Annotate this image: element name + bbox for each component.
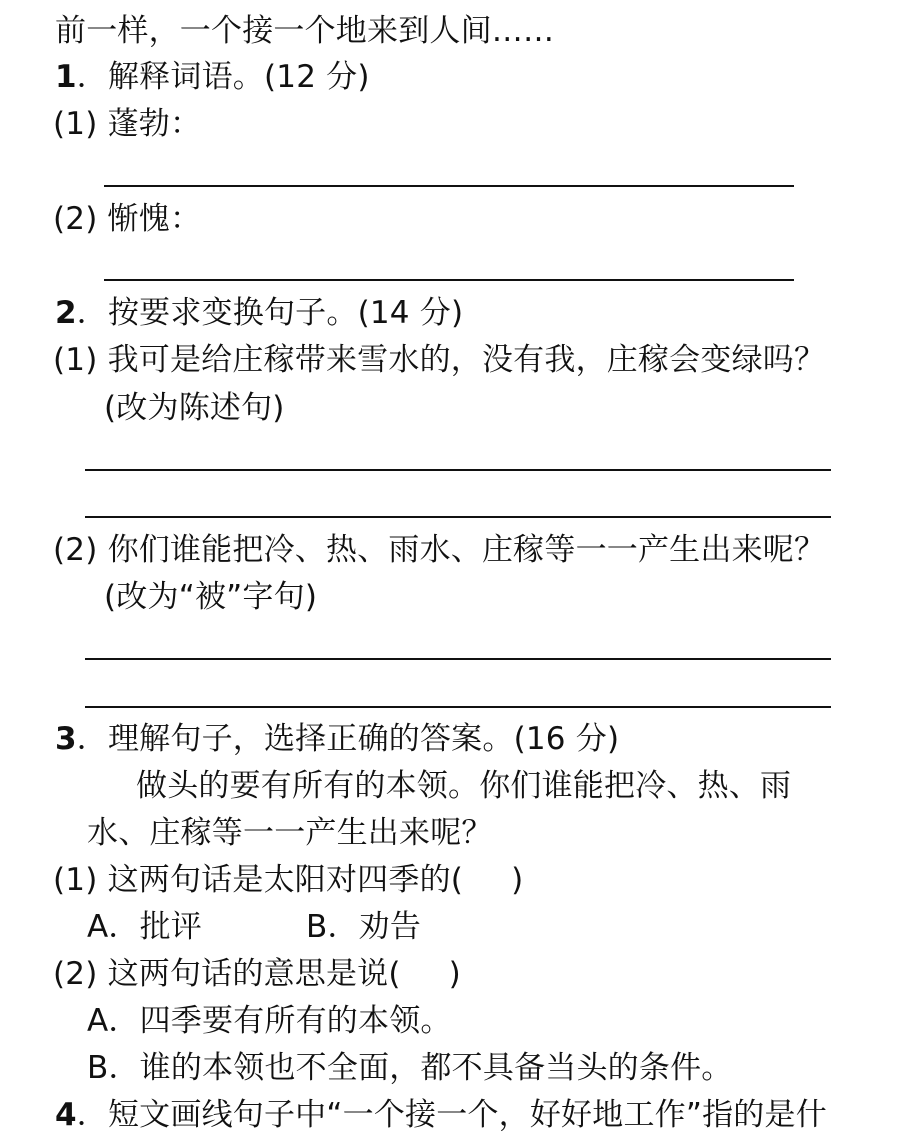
q1-item-2-answer-line[interactable] <box>104 279 794 281</box>
q3-item-2-option-b[interactable]: B．谁的本领也不全面，都不具备当头的条件。 <box>87 1050 733 1086</box>
q1-item-1 <box>53 104 201 144</box>
q2-item-2-answer-line-1[interactable] <box>85 658 831 660</box>
q4-heading <box>55 1095 827 1135</box>
q1-item-2-label: (2) <box>53 201 98 237</box>
q2-item-2-text: 你们谁能把冷、热、雨水、庄稼等一一产生出来呢？ <box>107 532 826 568</box>
q2-item-2-answer-line-2[interactable] <box>85 706 831 708</box>
q1-title: ．解释词语。(12 分) <box>76 59 370 95</box>
q3-item-1-options <box>87 907 421 947</box>
q3-item-1-label: (1) <box>53 862 98 898</box>
q3-passage-line-1: 做头的要有所有的本领。你们谁能把冷、热、雨 <box>136 768 792 804</box>
q3-item-1-option-a[interactable]: A．批评 <box>87 909 203 945</box>
q1-item-1-answer-line[interactable] <box>104 185 794 187</box>
q2-item-1-text: 我可是给庄稼带来雪水的，没有我，庄稼会变绿吗？ <box>107 342 826 378</box>
q1-number: 1 <box>55 59 77 95</box>
q3-item-1 <box>53 860 523 900</box>
q4-title: ．短文画线句子中“一个接一个，好好地工作”指的是什 <box>76 1097 827 1133</box>
q3-item-2 <box>53 954 461 994</box>
q2-item-1-instruction: (改为陈述句) <box>104 390 285 426</box>
q2-item-2-label: (2) <box>53 532 98 568</box>
q3-title: ．理解句子，选择正确的答案。(16 分) <box>76 721 620 757</box>
q2-number: 2 <box>55 295 77 331</box>
q3-item-2-label: (2) <box>53 956 98 992</box>
q2-item-2-instruction: (改为“被”字句) <box>104 579 318 615</box>
q3-heading <box>55 719 619 759</box>
q1-item-2-text: 惭愧： <box>107 201 202 237</box>
q1-item-1-label: (1) <box>53 106 98 142</box>
q1-heading <box>55 57 370 97</box>
q1-item-1-text: 蓬勃： <box>107 106 202 142</box>
q3-item-2-option-a[interactable]: A．四季要有所有的本领。 <box>87 1003 452 1039</box>
q2-item-1-answer-line-1[interactable] <box>85 469 831 471</box>
q1-item-2 <box>53 199 201 239</box>
q3-item-1-text: 这两句话是太阳对四季的( <box>107 862 464 898</box>
q2-item-2 <box>53 530 825 570</box>
q3-item-1-option-b[interactable]: B．劝告 <box>306 909 422 945</box>
q3-item-1-close-paren: ) <box>511 862 524 898</box>
q3-item-2-text: 这两句话的意思是说( <box>107 956 401 992</box>
q2-item-1 <box>53 340 825 380</box>
intro-tail-line: 前一样，一个接一个地来到人间…… <box>55 13 555 49</box>
q3-number: 3 <box>55 721 77 757</box>
q2-heading <box>55 293 463 333</box>
q3-item-2-close-paren: ) <box>448 956 461 992</box>
q2-title: ．按要求变换句子。(14 分) <box>76 295 464 331</box>
q2-item-1-label: (1) <box>53 342 98 378</box>
q3-passage-line-2: 水、庄稼等一一产生出来呢？ <box>87 815 493 851</box>
q2-item-1-answer-line-2[interactable] <box>85 516 831 518</box>
q4-number: 4 <box>55 1097 77 1133</box>
